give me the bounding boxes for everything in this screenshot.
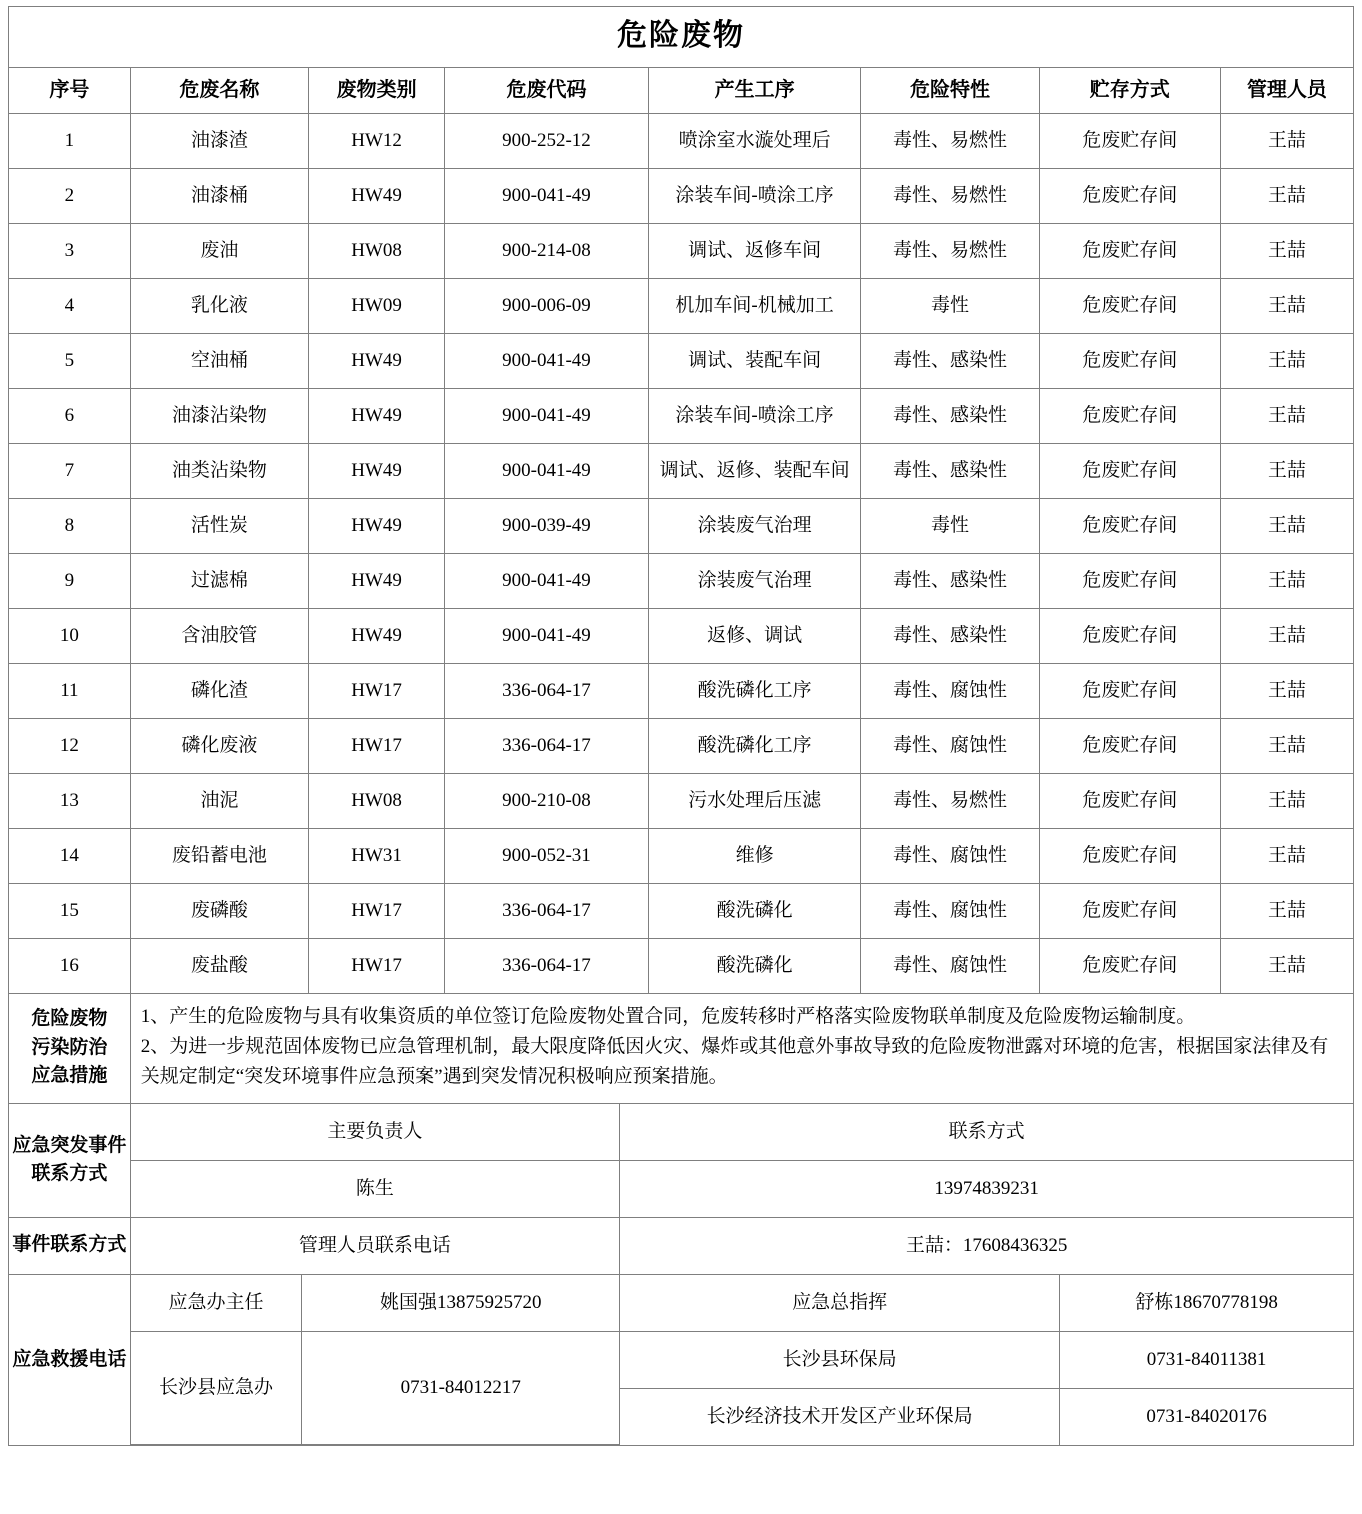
- cell-process: 涂装废气治理: [648, 498, 860, 553]
- cell-code: 900-210-08: [445, 773, 649, 828]
- emergency-head-person: 主要负责人: [131, 1104, 620, 1161]
- cell-seq: 10: [9, 608, 131, 663]
- table-row: [9, 388, 1354, 443]
- emergency-contact-label-line1: 应急突发事件: [12, 1134, 127, 1156]
- table-row: [9, 608, 1354, 663]
- event-contact-label: 事件联系方式: [9, 1217, 131, 1274]
- table-row: [9, 553, 1354, 608]
- cell-code: 900-041-49: [445, 168, 649, 223]
- rescue-block: [130, 1274, 1353, 1446]
- cell-seq: 1: [9, 113, 131, 168]
- table-row: [9, 883, 1354, 938]
- cell-storage: 危废贮存间: [1039, 718, 1220, 773]
- cell-name: 油泥: [130, 773, 308, 828]
- cell-code: 900-041-49: [445, 553, 649, 608]
- header-cell-code: 危废代码: [445, 67, 649, 113]
- cell-process: 涂装废气治理: [648, 553, 860, 608]
- header-cell-name: 危废名称: [130, 67, 308, 113]
- cell-name: 含油胶管: [130, 608, 308, 663]
- cell-hazard: 毒性、易燃性: [861, 223, 1039, 278]
- cell-hazard: 毒性、感染性: [861, 333, 1039, 388]
- cell-process: 涂装车间-喷涂工序: [648, 388, 860, 443]
- header-cell-storage: 贮存方式: [1039, 67, 1220, 113]
- cell-storage: 危废贮存间: [1039, 938, 1220, 993]
- cell-seq: 9: [9, 553, 131, 608]
- cell-seq: 6: [9, 388, 131, 443]
- table-header-row: [9, 67, 1354, 113]
- measures-label-line3: 应急措施: [31, 1065, 108, 1087]
- event-contact-row: [9, 1217, 1354, 1274]
- cell-code: 900-041-49: [445, 388, 649, 443]
- cell-category: HW49: [309, 608, 445, 663]
- cell-hazard: 毒性、感染性: [861, 553, 1039, 608]
- table-row: [9, 938, 1354, 993]
- event-contact-block: [130, 1217, 1353, 1274]
- cell-category: HW49: [309, 388, 445, 443]
- cell-code: 900-039-49: [445, 498, 649, 553]
- rescue-phone-2: 舒栋18670778198: [1060, 1275, 1353, 1332]
- cell-process: 酸洗磷化: [648, 883, 860, 938]
- cell-name: 乳化液: [130, 278, 308, 333]
- table-row: [9, 663, 1354, 718]
- event-contact-left: 管理人员联系电话: [131, 1218, 620, 1274]
- cell-storage: 危废贮存间: [1039, 498, 1220, 553]
- measures-line-1: 1、产生的危险废物与具有收集资质的单位签订危险废物处置合同，危废转移时严格落实险废物联单制度及危险废物运输制度。: [140, 1005, 1196, 1027]
- title-row: [9, 7, 1354, 68]
- cell-hazard: 毒性、感染性: [861, 443, 1039, 498]
- cell-storage: 危废贮存间: [1039, 223, 1220, 278]
- cell-name: 磷化废液: [130, 718, 308, 773]
- cell-code: 336-064-17: [445, 883, 649, 938]
- cell-code: 336-064-17: [445, 718, 649, 773]
- table-row: [9, 333, 1354, 388]
- cell-code: 336-064-17: [445, 663, 649, 718]
- cell-manager: 王喆: [1220, 773, 1353, 828]
- cell-category: HW17: [309, 663, 445, 718]
- measures-label-line2: 污染防治: [31, 1036, 108, 1058]
- cell-seq: 13: [9, 773, 131, 828]
- cell-manager: 王喆: [1220, 883, 1353, 938]
- cell-category: HW17: [309, 938, 445, 993]
- cell-code: 900-041-49: [445, 333, 649, 388]
- cell-seq: 5: [9, 333, 131, 388]
- table-row: [9, 168, 1354, 223]
- emergency-contact-values: [131, 1160, 1353, 1217]
- cell-process: 调试、返修车间: [648, 223, 860, 278]
- cell-category: HW49: [309, 443, 445, 498]
- cell-seq: 16: [9, 938, 131, 993]
- emergency-contact-label-line2: 联系方式: [31, 1163, 108, 1185]
- emergency-contact-subtable: [131, 1104, 1353, 1217]
- cell-storage: 危废贮存间: [1039, 553, 1220, 608]
- event-contact-right: 王喆：17608436325: [905, 1234, 1068, 1256]
- cell-storage: 危废贮存间: [1039, 168, 1220, 223]
- measures-row: [9, 993, 1354, 1103]
- cell-process: 机加车间-机械加工: [648, 278, 860, 333]
- cell-manager: 王喆: [1220, 168, 1353, 223]
- cell-seq: 8: [9, 498, 131, 553]
- event-contact-values: [131, 1218, 1353, 1274]
- cell-hazard: 毒性、腐蚀性: [861, 663, 1039, 718]
- cell-manager: 王喆: [1220, 388, 1353, 443]
- cell-hazard: 毒性: [861, 278, 1039, 333]
- measures-label-line1: 危险废物: [31, 1008, 108, 1030]
- header-cell-seq: 序号: [9, 67, 131, 113]
- table-row: [9, 718, 1354, 773]
- cell-category: HW08: [309, 223, 445, 278]
- emergency-head-contact: 联系方式: [620, 1104, 1353, 1161]
- cell-manager: 王喆: [1220, 443, 1353, 498]
- cell-hazard: 毒性、易燃性: [861, 168, 1039, 223]
- cell-process: 调试、返修、装配车间: [648, 443, 860, 498]
- cell-category: HW09: [309, 278, 445, 333]
- cell-seq: 15: [9, 883, 131, 938]
- cell-seq: 2: [9, 168, 131, 223]
- cell-code: 900-006-09: [445, 278, 649, 333]
- cell-process: 涂装车间-喷涂工序: [648, 168, 860, 223]
- cell-storage: 危废贮存间: [1039, 773, 1220, 828]
- cell-process: 酸洗磷化: [648, 938, 860, 993]
- rescue-role-5: 长沙经济技术开发区产业环保局: [620, 1388, 1060, 1445]
- cell-code: 336-064-17: [445, 938, 649, 993]
- cell-category: HW49: [309, 498, 445, 553]
- cell-name: 油类沾染物: [130, 443, 308, 498]
- cell-process: 维修: [648, 828, 860, 883]
- rescue-row-1: [131, 1275, 1353, 1332]
- cell-process: 调试、装配车间: [648, 333, 860, 388]
- cell-manager: 王喆: [1220, 278, 1353, 333]
- cell-code: 900-041-49: [445, 443, 649, 498]
- cell-name: 磷化渣: [130, 663, 308, 718]
- table-row: [9, 223, 1354, 278]
- header-cell-process: 产生工序: [648, 67, 860, 113]
- cell-manager: 王喆: [1220, 333, 1353, 388]
- main-table: [8, 6, 1354, 1446]
- rescue-phone-3: 0731-84012217: [302, 1331, 620, 1445]
- cell-process: 喷涂室水漩处理后: [648, 113, 860, 168]
- cell-manager: 王喆: [1220, 223, 1353, 278]
- cell-storage: 危废贮存间: [1039, 333, 1220, 388]
- cell-hazard: 毒性、感染性: [861, 608, 1039, 663]
- table-row: [9, 113, 1354, 168]
- cell-seq: 3: [9, 223, 131, 278]
- cell-name: 废铅蓄电池: [130, 828, 308, 883]
- rescue-label: 应急救援电话: [9, 1274, 131, 1446]
- cell-hazard: 毒性、腐蚀性: [861, 938, 1039, 993]
- cell-hazard: 毒性、易燃性: [861, 773, 1039, 828]
- cell-hazard: 毒性、感染性: [861, 388, 1039, 443]
- cell-hazard: 毒性、腐蚀性: [861, 883, 1039, 938]
- cell-storage: 危废贮存间: [1039, 883, 1220, 938]
- cell-name: 活性炭: [130, 498, 308, 553]
- cell-category: HW49: [309, 553, 445, 608]
- cell-storage: 危废贮存间: [1039, 828, 1220, 883]
- cell-name: 过滤棉: [130, 553, 308, 608]
- cell-process: 酸洗磷化工序: [648, 718, 860, 773]
- cell-hazard: 毒性、腐蚀性: [861, 828, 1039, 883]
- cell-process: 酸洗磷化工序: [648, 663, 860, 718]
- cell-code: 900-041-49: [445, 608, 649, 663]
- cell-name: 油漆渣: [130, 113, 308, 168]
- cell-category: HW12: [309, 113, 445, 168]
- header-cell-category: 废物类别: [309, 67, 445, 113]
- cell-seq: 14: [9, 828, 131, 883]
- rescue-role-4: 长沙县环保局: [620, 1331, 1060, 1388]
- rescue-role-3: 长沙县应急办: [131, 1331, 302, 1445]
- cell-seq: 11: [9, 663, 131, 718]
- cell-manager: 王喆: [1220, 718, 1353, 773]
- cell-storage: 危废贮存间: [1039, 113, 1220, 168]
- measures-label: [9, 993, 131, 1103]
- cell-manager: 王喆: [1220, 498, 1353, 553]
- emergency-person-name: 陈生: [131, 1160, 620, 1217]
- event-contact-subtable: [131, 1218, 1353, 1274]
- cell-manager: 王喆: [1220, 553, 1353, 608]
- rescue-phone-1: 姚国强13875925720: [302, 1275, 620, 1332]
- page-title: 危险废物: [9, 7, 1354, 68]
- header-cell-manager: 管理人员: [1220, 67, 1353, 113]
- cell-storage: 危废贮存间: [1039, 388, 1220, 443]
- emergency-contact-head: [131, 1104, 1353, 1161]
- cell-manager: 王喆: [1220, 663, 1353, 718]
- cell-category: HW49: [309, 168, 445, 223]
- table-row: [9, 498, 1354, 553]
- rescue-row: [9, 1274, 1354, 1446]
- cell-name: 废油: [130, 223, 308, 278]
- cell-name: 油漆沾染物: [130, 388, 308, 443]
- cell-code: 900-052-31: [445, 828, 649, 883]
- cell-manager: 王喆: [1220, 113, 1353, 168]
- cell-seq: 12: [9, 718, 131, 773]
- cell-seq: 7: [9, 443, 131, 498]
- emergency-contact-block: [130, 1103, 1353, 1217]
- cell-code: 900-214-08: [445, 223, 649, 278]
- cell-category: HW31: [309, 828, 445, 883]
- cell-category: HW08: [309, 773, 445, 828]
- cell-name: 废磷酸: [130, 883, 308, 938]
- table-row: [9, 773, 1354, 828]
- cell-hazard: 毒性、易燃性: [861, 113, 1039, 168]
- measures-line-2: 2、为进一步规范固体废物已应急管理机制，最大限度降低因火灾、爆炸或其他意外事故导致的危险废物泄露对环境的危害，根据国家法律及有关规定制定“突发环境事件应急预案”遇到突发情况积极响应预案措施。: [140, 1035, 1329, 1088]
- table-row: [9, 828, 1354, 883]
- cell-manager: 王喆: [1220, 608, 1353, 663]
- table-row: [9, 278, 1354, 333]
- cell-seq: 4: [9, 278, 131, 333]
- cell-manager: 王喆: [1220, 938, 1353, 993]
- cell-category: HW17: [309, 883, 445, 938]
- cell-storage: 危废贮存间: [1039, 663, 1220, 718]
- cell-code: 900-252-12: [445, 113, 649, 168]
- cell-process: 返修、调试: [648, 608, 860, 663]
- rescue-subtable: [131, 1275, 1353, 1446]
- measures-text: [130, 993, 1353, 1103]
- rescue-phone-5: 0731-84020176: [1146, 1405, 1267, 1427]
- cell-manager: 王喆: [1220, 828, 1353, 883]
- cell-name: 废盐酸: [130, 938, 308, 993]
- cell-category: HW49: [309, 333, 445, 388]
- cell-name: 空油桶: [130, 333, 308, 388]
- rescue-row-2: [131, 1331, 1353, 1388]
- cell-storage: 危废贮存间: [1039, 608, 1220, 663]
- cell-hazard: 毒性、腐蚀性: [861, 718, 1039, 773]
- table-row: [9, 443, 1354, 498]
- cell-storage: 危废贮存间: [1039, 278, 1220, 333]
- rescue-role-2: 应急总指挥: [620, 1275, 1060, 1332]
- cell-name: 油漆桶: [130, 168, 308, 223]
- cell-storage: 危废贮存间: [1039, 443, 1220, 498]
- emergency-person-phone: 13974839231: [934, 1177, 1039, 1199]
- cell-process: 污水处理后压滤: [648, 773, 860, 828]
- cell-category: HW17: [309, 718, 445, 773]
- emergency-contact-label: [9, 1103, 131, 1217]
- rescue-role-1: 应急办主任: [131, 1275, 302, 1332]
- cell-hazard: 毒性: [861, 498, 1039, 553]
- header-cell-hazard: 危险特性: [861, 67, 1039, 113]
- rescue-phone-4: 0731-84011381: [1060, 1331, 1353, 1388]
- emergency-contact-row: [9, 1103, 1354, 1217]
